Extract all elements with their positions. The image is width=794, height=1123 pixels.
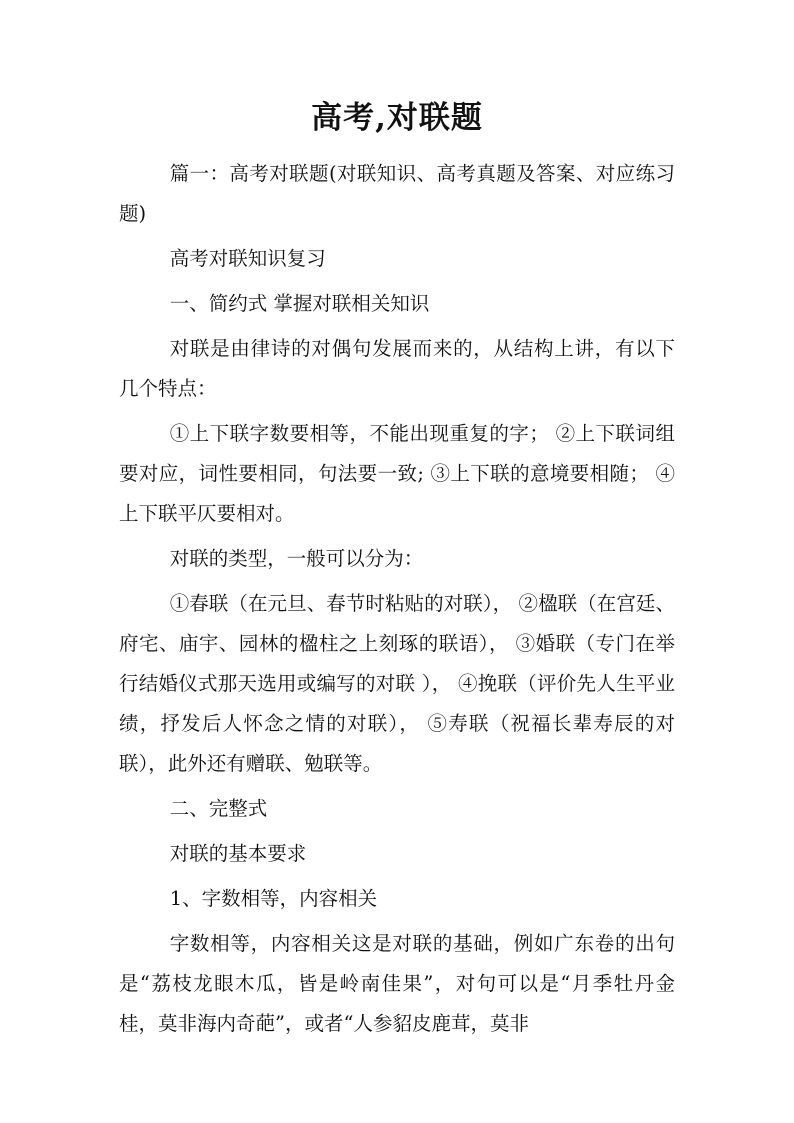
paragraph-rule-one-example: 字数相等，内容相关这是对联的基础，例如广东卷的出句是“荔枝龙眼木瓜，皆是岭南佳果”，对句可以是“月季牡丹金桂，莫非海内奇葩”，或者“人参貂皮鹿茸，莫非 xyxy=(119,932,675,1035)
paragraph-heading-review: 高考对联知识复习 xyxy=(169,247,326,270)
paragraph-rule-one: 1、字数相等，内容相关 xyxy=(169,887,378,910)
document-title: 高考,对联题 xyxy=(311,100,483,136)
document-body xyxy=(119,154,675,1044)
paragraph-section-two: 二、完整式 xyxy=(169,797,268,820)
paragraph-basic-requirements: 对联的基本要求 xyxy=(169,842,307,865)
paragraph-types-intro: 对联的类型，一般可以分为： xyxy=(169,547,424,570)
paragraph-intro: 篇一：高考对联题(对联知识、高考真题及答案、对应练习题) xyxy=(119,162,675,225)
paragraph-section-one: 一、简约式 掌握对联相关知识 xyxy=(169,292,430,315)
paragraph-features: ①上下联字数要相等，不能出现重复的字； ②上下联词组要对应，词性要相同，句法要一致; ③上下联的意境要相随； ④上下联平仄要相对。 xyxy=(119,422,675,525)
paragraph-structure: 对联是由律诗的对偶句发展而来的，从结构上讲，有以下几个特点： xyxy=(119,337,675,400)
paragraph-types-list: ①春联（在元旦、春节时粘贴的对联）， ②楹联（在宫廷、府宅、庙宇、园林的楹柱之上刻琢的联语）， ③婚联（专门在举行结婚仪式那天选用或编写的对联 ）， ④挽联（评价先人生平业绩，抒发后人怀念之情的对联）， ⑤寿联（祝福长辈寿辰的对联），此外还有赠联、勉联等。 xyxy=(119,592,675,775)
